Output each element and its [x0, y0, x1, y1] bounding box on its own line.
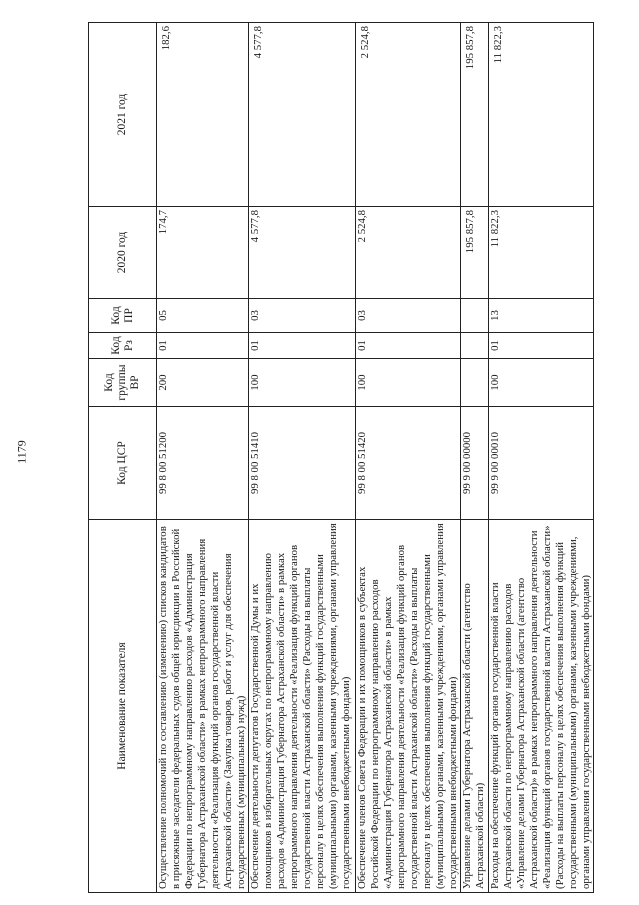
row-name: Расходы на обеспечение функций органов государственной власти Астраханской области по непрограммному направлению расходов «Управление делами Губернатора Астраханской области (агентство Астраханской области)» в рамках непрограммного направления деятельности «Реализация функций органов государственной власти Астраханской области» (Расходы на выплаты персоналу в целях обеспечения выполнения функций государственными (муниципальными) органами, казенными учреждениями, органами управления государственными внебюджетными фондами): [489, 520, 594, 893]
row-2021: 182,6: [157, 23, 249, 207]
table-row: [461, 23, 489, 893]
table-row: [249, 23, 356, 893]
row-pr: 13: [489, 299, 594, 333]
header-rz: Код Рз: [89, 333, 157, 359]
row-vr: 100: [249, 359, 356, 407]
rotated-table-container: [88, 23, 592, 893]
row-vr: 200: [157, 359, 249, 407]
row-pr: 03: [249, 299, 356, 333]
header-vr: Код группы ВР: [89, 359, 157, 407]
table-row: [356, 23, 461, 893]
row-2020: 4 577,8: [249, 207, 356, 299]
row-csr: 99 8 00 51200: [157, 407, 249, 520]
table-row: [157, 23, 249, 893]
row-rz: 01: [249, 333, 356, 359]
row-2021: 2 524,8: [356, 23, 461, 207]
row-pr: 05: [157, 299, 249, 333]
row-name: Управление делами Губернатора Астраханской области (агентство Астраханской области): [461, 520, 489, 893]
row-pr: 03: [356, 299, 461, 333]
header-2021: 2021 год: [89, 23, 157, 207]
row-vr: 100: [356, 359, 461, 407]
row-2021: 4 577,8: [249, 23, 356, 207]
row-2021: 195 857,8: [461, 23, 489, 207]
row-csr: 99 8 00 51420: [356, 407, 461, 520]
page-number: 1179: [14, 440, 29, 464]
header-csr: Код ЦСР: [89, 407, 157, 520]
row-2020: 195 857,8: [461, 207, 489, 299]
row-csr: 99 9 00 00000: [461, 407, 489, 520]
row-rz: 01: [157, 333, 249, 359]
row-vr: 100: [489, 359, 594, 407]
row-pr: [461, 299, 489, 333]
budget-table: [88, 22, 594, 893]
row-name: Обеспечение членов Совета Федерации и их помощников в субъектах Российской Федерации по непрограммному направлению расходов «Администрация Губернатора Астраханской области» в рамках непрограммного направления деятельности «Реализация функций органов государственной власти Астраханской области» (Расходы на выплаты персоналу в целях обеспечения выполнения функций государственными (муниципальными) органами, казенными учреждениями, органами управления государственными внебюджетными фондами): [356, 520, 461, 893]
header-2020: 2020 год: [89, 207, 157, 299]
row-2020: 11 822,3: [489, 207, 594, 299]
table-header-row: [89, 23, 157, 893]
row-2021: 11 822,3: [489, 23, 594, 207]
row-csr: 99 9 00 00010: [489, 407, 594, 520]
row-csr: 99 8 00 51410: [249, 407, 356, 520]
header-pr: Код ПР: [89, 299, 157, 333]
row-2020: 2 524,8: [356, 207, 461, 299]
row-name: Осуществление полномочий по составлению (изменению) списков кандидатов в присяжные заседатели федеральных судов общей юрисдикции в Российской Федерации по непрограммному направлению расходов «Администрация Губернатора Астраханской области» в рамках непрограммного направления деятельности «Реализация функций органов государственной власти Астраханской области» (Закупка товаров, работ и услуг для обеспечения государственных (муниципальных) нужд): [157, 520, 249, 893]
row-rz: 01: [356, 333, 461, 359]
table-row: [489, 23, 594, 893]
row-vr: [461, 359, 489, 407]
row-name: Обеспечение деятельности депутатов Государственной Думы и их помощников в избирательных округах по непрограммному направлению расходов «Администрация Губернатора Астраханской области» в рамках непрограммного направления деятельности «Реализация функций органов государственной власти Астраханской области» (Расходы на выплаты персоналу в целях обеспечения выполнения функций государственными (муниципальными) органами, казенными учреждениями, органами управления государственными внебюджетными фондами): [249, 520, 356, 893]
row-rz: [461, 333, 489, 359]
row-rz: 01: [489, 333, 594, 359]
row-2020: 174,7: [157, 207, 249, 299]
header-name: Наименование показателя: [89, 520, 157, 893]
